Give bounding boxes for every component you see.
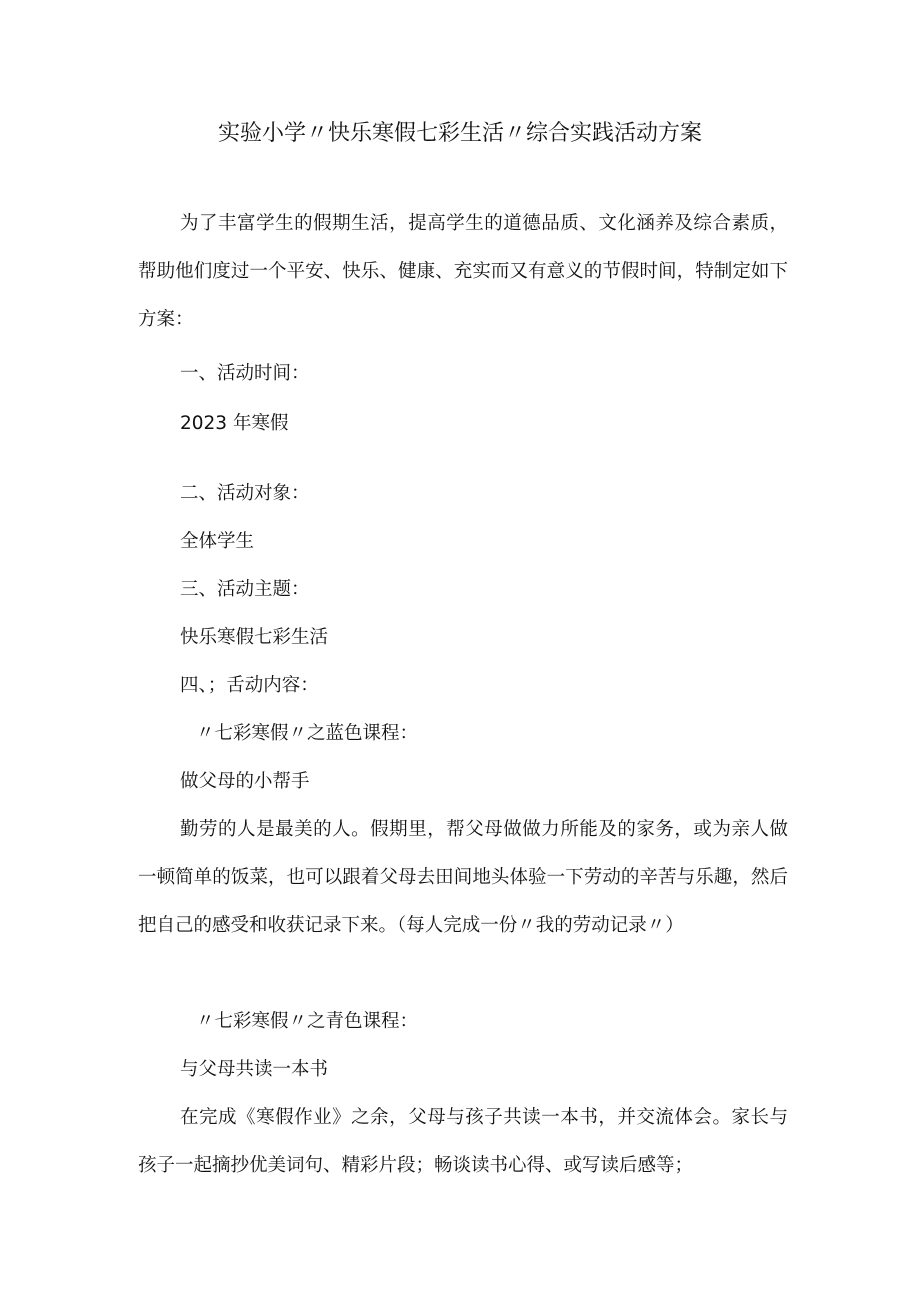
section-4-heading: 四、；舌动内容：: [180, 675, 319, 696]
cyan-course-paragraph: 在完成《寒假作业》之余，父母与孩子共读一本书，并交流体会。家长与孩子一起摘抄优美词句、精彩片段；畅谈读书心得、或写读后感等；: [138, 1107, 788, 1176]
intro-paragraph: 为了丰富学生的假期生活，提高学生的道德品质、文化涵养及综合素质，帮助他们度过一个平安、快乐、健康、充实而又有意义的节假时间，特制定如下方案：: [138, 213, 788, 330]
section-2-heading: 二、活动对象：: [180, 483, 310, 504]
document-title: 实验小学〃快乐寒假七彩生活〃综合实践活动方案: [217, 121, 702, 146]
section-1-value: 2023 年寒假: [180, 413, 289, 434]
section-3-value: 快乐寒假七彩生活: [180, 627, 329, 648]
section-2-value: 全体学生: [180, 531, 255, 552]
section-1-heading: 一、活动时间：: [180, 363, 310, 384]
blue-course-name: 做父母的小帮手: [180, 771, 310, 792]
blue-course-paragraph: 勤劳的人是最美的人。假期里，帮父母做做力所能及的家务，或为亲人做一顿简单的饭菜，也可以跟着父母去田间地头体验一下劳动的辛苦与乐趣，然后把自己的感受和收获记录下来。（每人完成一份〃我的劳动记录〃）: [138, 819, 788, 936]
blue-course-heading: 〃七彩寒假〃之蓝色课程：: [196, 723, 419, 744]
cyan-course-name: 与父母共读一本书: [180, 1059, 329, 1080]
cyan-course-heading: 〃七彩寒假〃之青色课程：: [196, 1011, 419, 1032]
section-3-heading: 三、活动主题：: [180, 579, 310, 600]
